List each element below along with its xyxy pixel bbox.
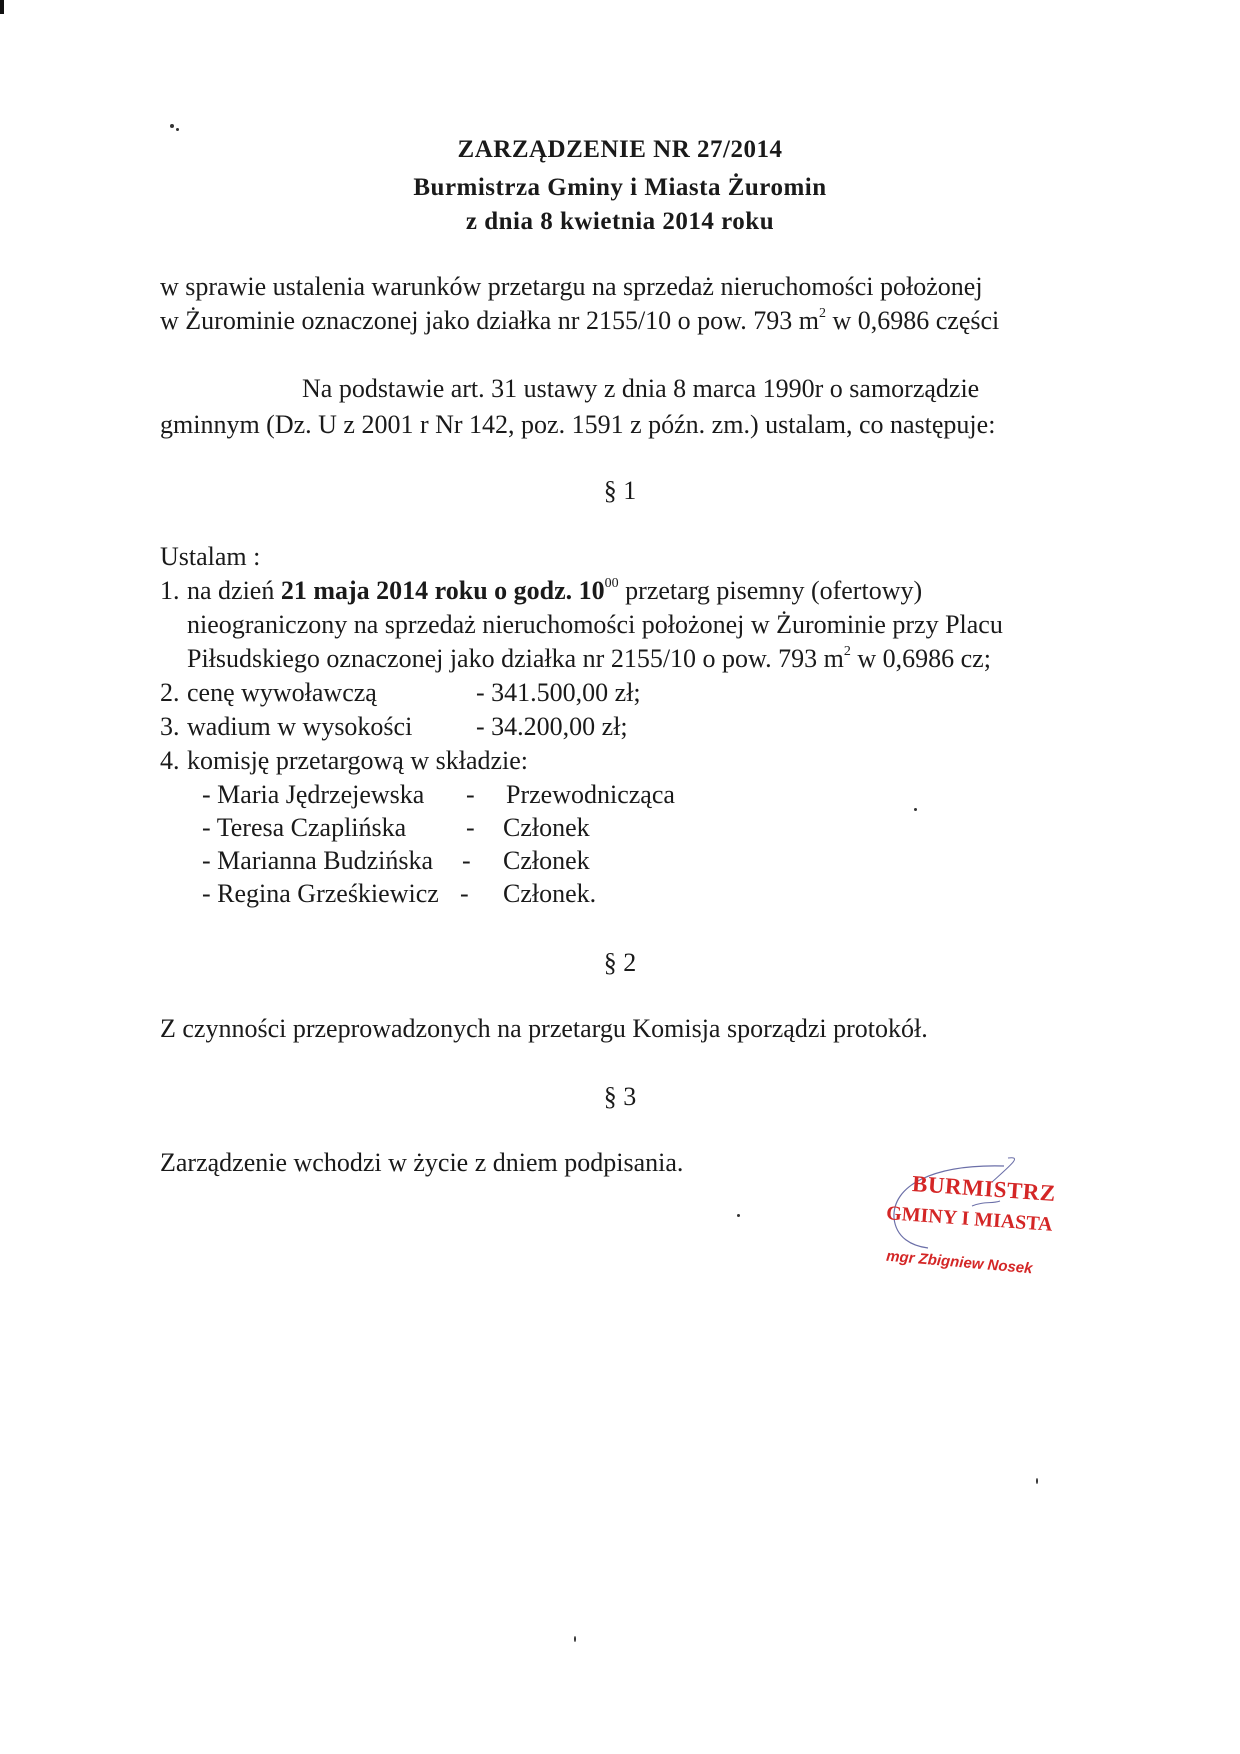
item-1-line-3: Piłsudskiego oznaczonej jako działka nr 2155/10 o pow. 793 $m^2$ w 0,6986 cz; — [187, 644, 991, 673]
member-name: - Teresa Czaplińska — [202, 813, 407, 842]
member-dash: - — [466, 780, 475, 809]
item-1-number: 1. — [160, 576, 180, 605]
section-1-intro: Ustalam : — [160, 542, 261, 571]
member-role: Członek — [503, 846, 590, 875]
item-3-label: wadium w wysokości — [187, 712, 413, 741]
section-1-heading: § 1 — [603, 476, 637, 505]
section-2-text: Z czynności przeprowadzonych na przetargu Komisja sporządzi protokół. — [160, 1014, 928, 1043]
member-role: Członek — [503, 813, 590, 842]
section-2-heading: § 2 — [603, 948, 637, 977]
basis-line-2: gminnym (Dz. U z 2001 r Nr 142, poz. 1591 z późn. zm.) ustalam, co następuje: — [160, 410, 996, 439]
member-dash: - — [462, 846, 471, 875]
subject-line-1: w sprawie ustalenia warunków przetargu na sprzedaż nieruchomości położonej — [160, 272, 983, 301]
document-issuer: Burmistrza Gminy i Miasta Żuromin — [413, 174, 827, 201]
scan-speck — [737, 1214, 740, 1217]
scan-speck — [914, 808, 917, 811]
scan-speck — [176, 128, 179, 131]
member-role: Członek. — [503, 879, 597, 908]
item-4-number: 4. — [160, 746, 180, 775]
stamp-signatory: mgr Zbigniew Nosek — [885, 1247, 1034, 1278]
item-2-number: 2. — [160, 678, 180, 707]
document-title: ZARZĄDZENIE NR 27/2014 — [457, 136, 783, 163]
section-3-text: Zarządzenie wchodzi w życie z dniem podpisania. — [160, 1148, 684, 1177]
scan-speck — [574, 1636, 576, 1642]
mayor-stamp — [872, 1146, 1102, 1286]
scan-speck — [170, 124, 174, 128]
scan-speck — [1036, 1478, 1038, 1484]
item-1-line-2: nieograniczony na sprzedaż nieruchomości położonej w Żurominie przy Placu — [187, 610, 1003, 639]
member-role: Przewodnicząca — [506, 780, 675, 809]
member-name: - Marianna Budzińska — [202, 846, 434, 875]
item-2-label: cenę wywoławczą — [187, 678, 377, 707]
item-2-value: - 341.500,00 zł; — [476, 678, 641, 707]
stamp-line-2: GMINY I MIASTA — [885, 1202, 1054, 1236]
member-dash: - — [460, 879, 469, 908]
item-1-text: na dzień 21 maja 2014 roku o godz. $10^{00}$ przetarg pisemny (ofertowy) — [187, 576, 923, 605]
item-3-number: 3. — [160, 712, 180, 741]
item-4-label: komisję przetargową w składzie: — [187, 746, 529, 775]
member-name: - Maria Jędrzejewska — [202, 780, 425, 809]
member-name: - Regina Grześkiewicz — [202, 879, 439, 908]
section-3-heading: § 3 — [603, 1082, 637, 1111]
item-3-value: - 34.200,00 zł; — [476, 712, 628, 741]
member-dash: - — [466, 813, 475, 842]
document-date: z dnia 8 kwietnia 2014 roku — [465, 208, 775, 235]
stamp-line-1: BURMISTRZ — [911, 1171, 1057, 1206]
subject-line-2: w Żurominie oznaczonej jako działka nr 2155/10 o pow. 793 $m^2$ w 0,6986 części — [160, 306, 1000, 335]
basis-line-1: Na podstawie art. 31 ustawy z dnia 8 marca 1990r o samorządzie — [302, 374, 980, 403]
